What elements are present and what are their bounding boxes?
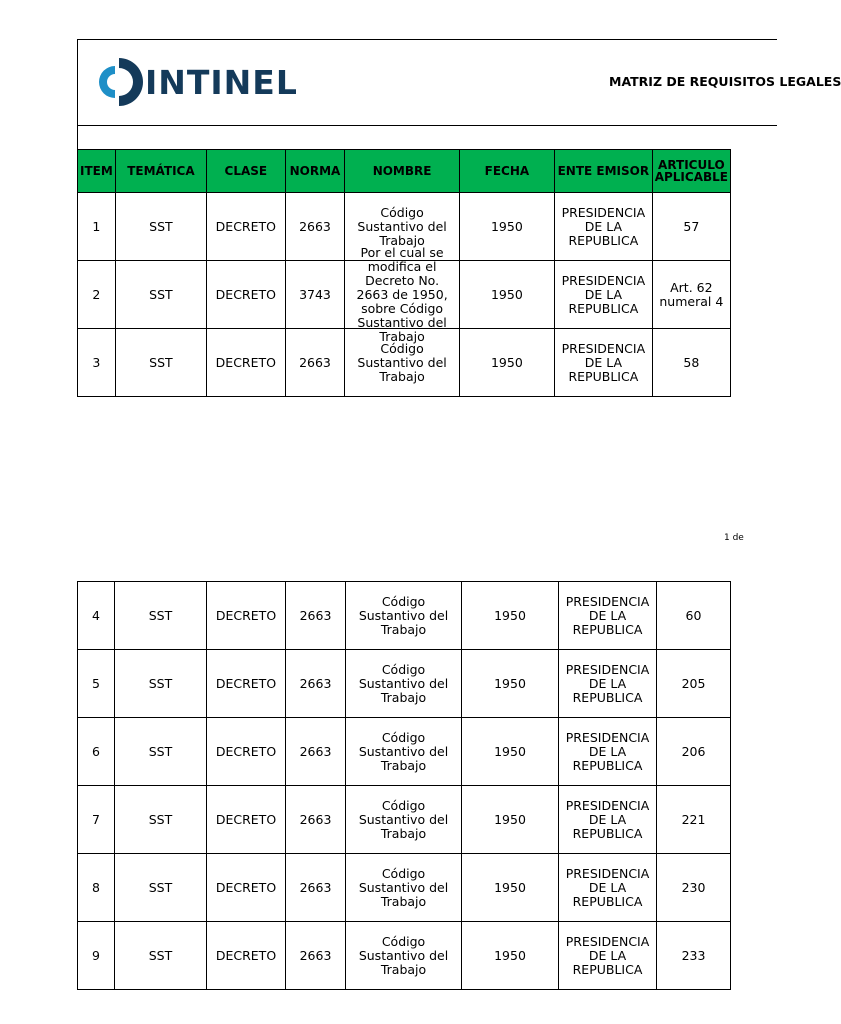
cell-ente — [559, 854, 657, 922]
cell-fecha-text: 1950 — [494, 743, 526, 759]
cell-tematica-text: SST — [149, 218, 173, 234]
table-row — [78, 854, 731, 922]
cell-ente — [555, 193, 653, 261]
cell-clase-text: DECRETO — [215, 811, 277, 827]
cell-fecha — [459, 261, 554, 329]
column-header-clase: CLASE — [207, 150, 286, 193]
cell-item-text: 3 — [92, 354, 101, 370]
cell-fecha — [462, 786, 559, 854]
cell-tematica — [115, 854, 207, 922]
cell-nombre — [346, 786, 462, 854]
cell-articulo — [652, 329, 730, 397]
cell-item — [78, 786, 115, 854]
cell-nombre — [346, 582, 462, 650]
cell-clase-text: DECRETO — [215, 947, 277, 963]
column-header-articulo: ARTICULO APLICABLE — [652, 150, 730, 193]
cell-item — [78, 650, 115, 718]
cell-tematica-text: SST — [148, 879, 173, 895]
document-header — [77, 39, 841, 126]
cell-clase — [207, 922, 286, 990]
cell-tematica — [115, 922, 207, 990]
cell-articulo — [657, 718, 731, 786]
requirements-table-page-2 — [77, 581, 731, 990]
company-logo — [97, 56, 298, 108]
cell-nombre-text: Código Sustantivo del Trabajo — [358, 797, 449, 841]
cell-nombre-text: Código Sustantivo del Trabajo — [357, 340, 447, 384]
cell-nombre — [346, 718, 462, 786]
cell-fecha — [462, 718, 559, 786]
cell-tematica-text: SST — [148, 947, 173, 963]
cell-ente-text: PRESIDENCIA DE LA REPUBLICA — [565, 797, 650, 841]
cell-item-text: 7 — [92, 811, 100, 827]
cell-norma-text: 2663 — [299, 354, 331, 370]
logo-wordmark: INTINEL — [145, 62, 298, 102]
cell-nombre — [345, 244, 459, 344]
cell-ente-text: PRESIDENCIA DE LA REPUBLICA — [565, 729, 650, 773]
document-title: MATRIZ DE REQUISITOS LEGALES — [609, 74, 841, 89]
cell-articulo — [657, 786, 731, 854]
cell-ente — [559, 650, 657, 718]
cell-clase — [207, 261, 286, 329]
cell-norma-text: 2663 — [299, 879, 332, 895]
cell-norma-text: 2663 — [299, 675, 332, 691]
cell-fecha — [462, 650, 559, 718]
cell-articulo — [652, 261, 730, 329]
cell-ente-text: PRESIDENCIA DE LA REPUBLICA — [561, 272, 646, 316]
cell-tematica — [115, 329, 206, 397]
cell-tematica-text: SST — [149, 286, 173, 302]
table-row — [78, 261, 731, 329]
cell-nombre-text: Código Sustantivo del Trabajo — [358, 865, 449, 909]
cell-ente-text: PRESIDENCIA DE LA REPUBLICA — [565, 933, 650, 977]
cell-nombre-text: Código Sustantivo del Trabajo — [358, 933, 449, 977]
cell-tematica — [115, 261, 206, 329]
cell-ente — [559, 786, 657, 854]
cell-articulo-text: 221 — [681, 811, 706, 827]
cell-norma — [285, 261, 345, 329]
cell-articulo-text: 205 — [681, 675, 706, 691]
cell-ente-text: PRESIDENCIA DE LA REPUBLICA — [565, 865, 650, 909]
cell-item-text: 1 — [92, 218, 101, 234]
cell-item — [78, 261, 116, 329]
cell-tematica — [115, 650, 207, 718]
cell-norma — [286, 718, 346, 786]
cell-fecha-text: 1950 — [494, 879, 526, 895]
cell-clase — [207, 582, 286, 650]
column-header-item: ITEM — [78, 150, 116, 193]
cell-tematica — [115, 786, 207, 854]
cell-item-text: 9 — [92, 947, 100, 963]
cell-tematica — [115, 718, 207, 786]
cell-tematica-text: SST — [148, 811, 173, 827]
column-header-nombre: NOMBRE — [345, 150, 459, 193]
column-header-tematica: TEMÁTICA — [115, 150, 206, 193]
cell-fecha — [462, 854, 559, 922]
requirements-table-page-1 — [77, 149, 731, 397]
cell-ente — [555, 329, 653, 397]
cell-norma — [286, 922, 346, 990]
cell-norma — [286, 582, 346, 650]
table-header-row — [78, 150, 731, 193]
cell-articulo-text: 58 — [683, 354, 700, 370]
cell-clase — [207, 786, 286, 854]
cell-clase — [207, 329, 286, 397]
cell-clase-text: DECRETO — [215, 354, 276, 370]
cell-tematica-text: SST — [149, 354, 173, 370]
cell-articulo — [657, 582, 731, 650]
cell-norma — [285, 329, 345, 397]
cell-norma-text: 2663 — [299, 218, 331, 234]
cell-item — [78, 922, 115, 990]
column-header-ente-emisor: ENTE EMISOR — [555, 150, 653, 193]
cell-ente-text: PRESIDENCIA DE LA REPUBLICA — [565, 593, 650, 637]
cell-fecha-text: 1950 — [490, 218, 523, 234]
cell-fecha-text: 1950 — [490, 354, 523, 370]
cell-nombre-text: Por el cual se modifica el Decreto No. 2663 de 1950, sobre Código Sustantivo del Trabajo — [356, 244, 448, 344]
cell-clase-text: DECRETO — [215, 286, 276, 302]
cell-articulo-text: 230 — [681, 879, 706, 895]
cell-ente-text: PRESIDENCIA DE LA REPUBLICA — [565, 661, 650, 705]
cell-item-text: 4 — [92, 607, 100, 623]
table-row — [78, 582, 731, 650]
cell-item-text: 5 — [92, 675, 100, 691]
cell-nombre — [346, 854, 462, 922]
cell-nombre-text: Código Sustantivo del Trabajo — [358, 593, 449, 637]
cell-norma — [286, 650, 346, 718]
header-gap-rule — [77, 126, 78, 149]
table-row — [78, 786, 731, 854]
cell-articulo — [657, 854, 731, 922]
cell-tematica — [115, 193, 206, 261]
cell-norma — [285, 193, 345, 261]
cell-ente — [559, 718, 657, 786]
cell-norma-text: 3743 — [299, 286, 331, 302]
cell-ente — [555, 261, 653, 329]
cell-clase-text: DECRETO — [215, 675, 277, 691]
cell-fecha — [462, 922, 559, 990]
cell-item — [78, 718, 115, 786]
cell-nombre — [346, 650, 462, 718]
cell-ente — [559, 922, 657, 990]
cell-ente-text: PRESIDENCIA DE LA REPUBLICA — [561, 204, 646, 248]
cell-item — [78, 193, 116, 261]
cell-articulo-text: 57 — [683, 218, 700, 234]
cell-tematica-text: SST — [148, 607, 173, 623]
cell-clase — [207, 718, 286, 786]
cell-clase-text: DECRETO — [215, 743, 277, 759]
cell-fecha — [459, 329, 554, 397]
cell-norma — [286, 854, 346, 922]
cell-ente — [559, 582, 657, 650]
cell-tematica-text: SST — [148, 675, 173, 691]
cell-articulo-text: Art. 62 numeral 4 — [659, 279, 724, 309]
cell-tematica-text: SST — [148, 743, 173, 759]
cell-clase — [207, 193, 286, 261]
cell-norma-text: 2663 — [299, 743, 332, 759]
cell-norma — [286, 786, 346, 854]
intinel-logo-icon — [97, 56, 137, 108]
cell-clase-text: DECRETO — [215, 607, 277, 623]
page-number: 1 de — [724, 533, 744, 543]
cell-tematica — [115, 582, 207, 650]
cell-nombre — [346, 922, 462, 990]
cell-item-text: 8 — [92, 879, 100, 895]
cell-item-text: 6 — [92, 743, 100, 759]
cell-fecha-text: 1950 — [494, 675, 526, 691]
cell-fecha-text: 1950 — [494, 607, 526, 623]
cell-fecha — [462, 582, 559, 650]
cell-fecha-text: 1950 — [494, 811, 526, 827]
cell-clase-text: DECRETO — [215, 218, 276, 234]
cell-item-text: 2 — [92, 286, 101, 302]
cell-articulo-text: 60 — [685, 607, 702, 623]
table-row — [78, 718, 731, 786]
cell-articulo-text: 206 — [681, 743, 706, 759]
column-header-fecha: FECHA — [459, 150, 554, 193]
column-header-norma: NORMA — [285, 150, 345, 193]
cell-ente-text: PRESIDENCIA DE LA REPUBLICA — [561, 340, 646, 384]
cell-articulo-text: 233 — [681, 947, 706, 963]
cell-fecha-text: 1950 — [490, 286, 523, 302]
cell-norma-text: 2663 — [299, 607, 332, 623]
cell-articulo — [657, 650, 731, 718]
cell-item — [78, 854, 115, 922]
cell-norma-text: 2663 — [299, 811, 332, 827]
cell-clase — [207, 854, 286, 922]
cell-nombre-text: Código Sustantivo del Trabajo — [357, 204, 447, 248]
table-row — [78, 922, 731, 990]
cell-nombre-text: Código Sustantivo del Trabajo — [358, 661, 449, 705]
cell-clase — [207, 650, 286, 718]
cell-articulo — [652, 193, 730, 261]
cell-fecha-text: 1950 — [494, 947, 526, 963]
cell-clase-text: DECRETO — [215, 879, 277, 895]
table-row — [78, 650, 731, 718]
cell-fecha — [459, 193, 554, 261]
cell-nombre-text: Código Sustantivo del Trabajo — [358, 729, 449, 773]
cell-articulo — [657, 922, 731, 990]
cell-item — [78, 329, 116, 397]
cell-item — [78, 582, 115, 650]
cell-norma-text: 2663 — [299, 947, 332, 963]
